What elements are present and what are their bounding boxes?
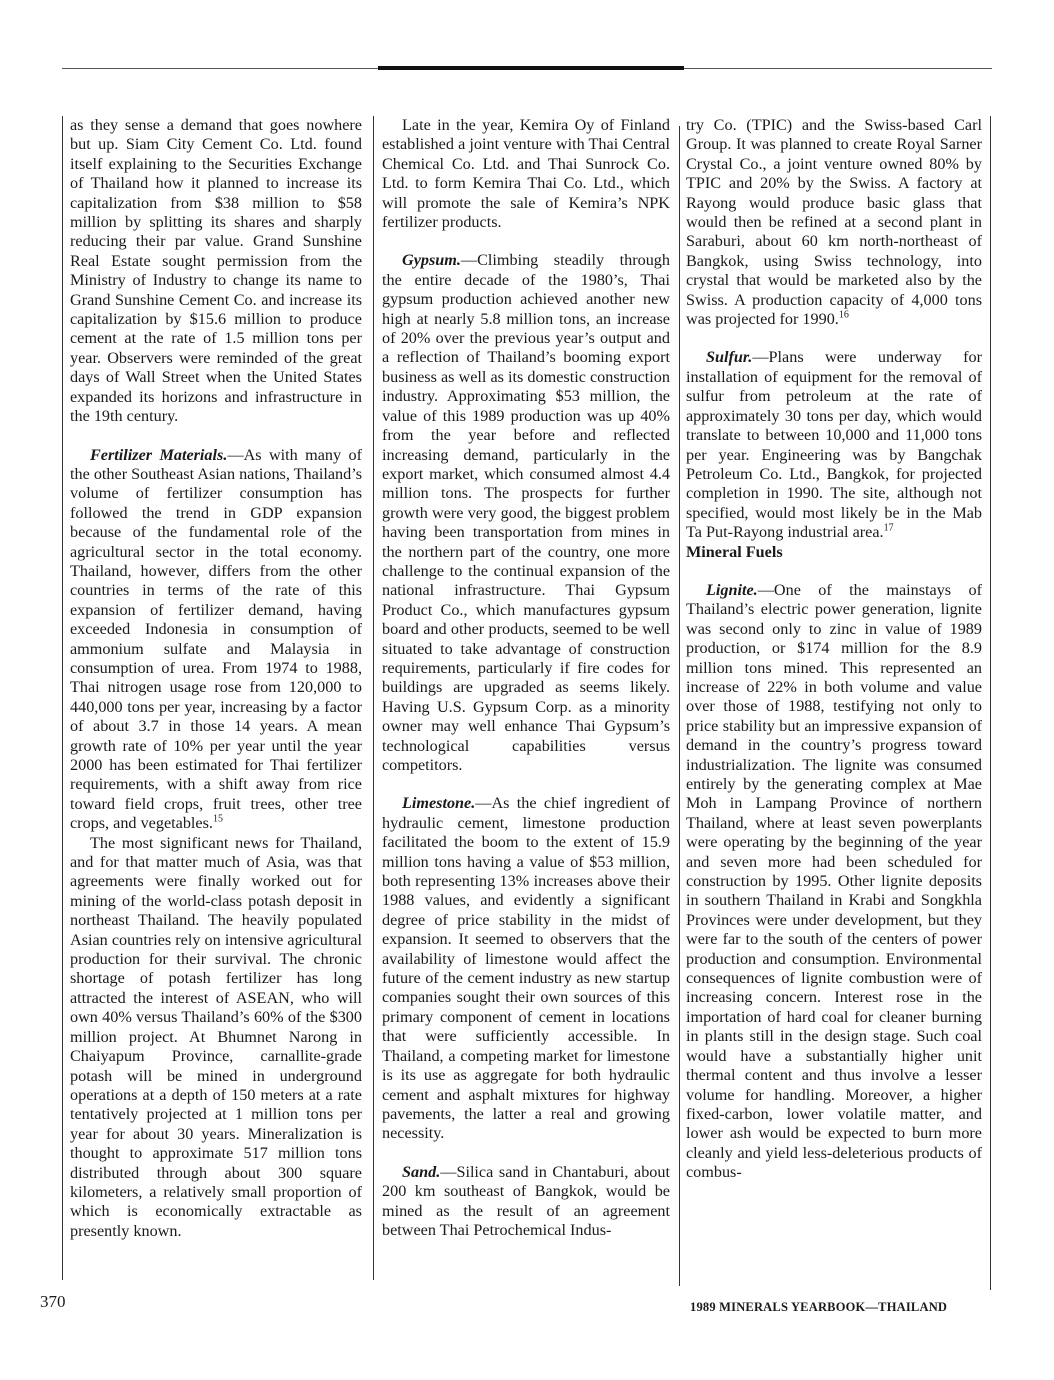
paragraph: Fertilizer Materials.—As with many of the other Southeast Asian nations, Thailand’s volume of fertilizer consumption has followed the trend in GDP expansion because of the fundamental role of the agricultural sector in the total economy. Thailand, however, differs from the other countries in terms of the rate of this expansion of fertilizer demand, having exceeded Indonesia in consumption of ammonium sulfate and Malaysia in consumption of urea. From 1974 to 1988, Thai nitrogen usage rose from 120,000 to 440,000 tons per year, increasing by a factor of about 3.7 in those 14 years. A mean growth rate of 10% per year until the year 2000 has been estimated for Thai fertilizer requirements, with a shift away from rice toward field crops, fruit trees, other tree crops, and vegetables.$^{15}$ (70, 445, 362, 833)
paragraph: Sand.—Silica sand in Chantaburi, about 200 km southeast of Bangkok, would be mined as the result of an agreement between Thai Petrochemical Indus- (382, 1162, 670, 1239)
paragraph: Late in the year, Kemira Oy of Finland established a joint venture with Thai Central Chemical Co. Ltd. and Thai Sunrock Co. Ltd. to form Kemira Thai Co. Ltd., which will promote the sale of Kemira’s NPK fertilizer products. (382, 116, 670, 232)
paragraph: Sulfur.—Plans were underway for installation of equipment for the removal of sulfur from petroleum at the rate of approximately 30 tons per day, which would translate to between 10,000 and 11,000 tons per year. Engineering was by Bangchak Petroleum Co. Ltd., Bangkok, for projected completion in 1990. The site, although not specified, would most likely be in the Mab Ta Put-Rayong industrial area.$^{17}$ (686, 348, 982, 542)
column-divider-right (990, 116, 991, 1290)
page-number: 370 (40, 1292, 66, 1311)
subheading-sand: Sand. (402, 1162, 441, 1181)
column-divider-1 (373, 116, 374, 1280)
footnote-ref: 16 (838, 309, 849, 321)
subheading-lignite: Lignite. (706, 580, 758, 599)
paragraph: Lignite.—One of the mainstays of Thailand’s electric power generation, lignite was second only to zinc in value of 1989 production, or $174 million for the 8.9 million tons mined. This represented an increase of 22% in both volume and value over those of 1988, testifying not only to price stability but an impressive expansion of demand in the country’s progress toward industrialization. The lignite was consumed entirely by the generating complex at Mae Moh in Lampang Province of northern Thailand, where at least seven powerplants were operating by the beginning of the year and seven more had been scheduled for construction by 1995. Other lignite deposits in southern Thailand in Krabi and Songkhla Provinces were under development, but they were far to the south of the centers of power production and consumption. Environmental consequences of lignite combustion were of increasing concern. Interest rose in the importation of hard coal for cleaner burning in plants still in the design stage. Such coal would have a substantially higher unit thermal content and thus involve a lesser volume for handling. Moreover, a higher fixed-carbon, lower volatile matter, and lower ash would be expected to burn more cleanly and yield less-deleterious products of combus- (686, 580, 982, 1182)
subheading-gypsum: Gypsum. (402, 251, 461, 270)
column-3 (686, 116, 982, 1183)
subheading-sulfur: Sulfur. (706, 348, 753, 367)
paragraph: The most significant news for Thailand, and for that matter much of Asia, was that agreements were finally worked out for mining of the world-class potash deposit in northeast Thailand. The heavily populated Asian countries rely on intensive agricultural production for their survival. The chronic shortage of potash fertilizer has long attracted the interest of ASEAN, who will own 40% versus Thailand’s 60% of the $300 million project. At Bhumnet Narong in Chaiyapum Province, carnallite-grade potash will be mined in underground operations at a depth of 150 meters at a rate tentatively projected at 1 million tons per year for about 30 years. Mineralization is thought to approximate 517 million tons distributed through about 300 square kilometers, a relatively small proportion of which is economically extractable as presently known. (70, 833, 362, 1240)
running-footer-title: 1989 MINERALS YEARBOOK—THAILAND (690, 1300, 948, 1314)
footnote-ref: 17 (883, 522, 894, 534)
subheading-limestone: Limestone. (402, 794, 476, 813)
section-heading-mineral-fuels: Mineral Fuels (686, 542, 783, 561)
paragraph: as they sense a demand that goes nowhere but up. Siam City Cement Co. Ltd. found itself explaining to the Securities Exchange of Thailand how it planned to increase its capitalization from $38 million to $58 million by splitting its shares and sharply reducing their par value. Grand Sunshine Real Estate sought permission from the Ministry of Industry to change its name to Grand Sunshine Cement Co. and increase its capitalization by $15.6 million to produce cement at the rate of 1.5 million tons per year. Observers were reminded of the great days of Wall Street when the United States expanded its horizons and infrastructure in the 19th century. (70, 116, 362, 426)
subheading-fertilizer: Fertilizer Materials. (90, 445, 228, 464)
footnote-ref: 15 (212, 813, 223, 825)
column-divider-2 (679, 126, 680, 1286)
top-rule-accent (378, 66, 684, 70)
paragraph: Gypsum.—Climbing steadily through the entire decade of the 1980’s, Thai gypsum production achieved another new high at nearly 5.8 million tons, an increase of 20% over the previous year’s output and a reflection of Thailand’s booming export business as well as its domestic construction industry. Approximating $53 million, the value of this 1989 production was up 40% from the year before and reflected increasing demand, particularly in the export market, which consumed almost 4.4 million tons. The prospects for further growth were very good, the biggest problem having been transportation from mines in the northern part of the country, one more challenge to the continual expansion of the national infrastructure. Thai Gypsum Product Co., which manufactures gypsum board and other products, seemed to be well situated to take advantage of construction requirements, particularly if fire codes for buildings are upgraded as seems likely. Having U.S. Gypsum Corp. as a minority owner may well enhance Thai Gypsum’s technological capabilities versus competitors. (382, 251, 670, 774)
paragraph: try Co. (TPIC) and the Swiss-based Carl Group. It was planned to create Royal Sarner Crystal Co., a joint venture owned 80% by TPIC and 20% by the Swiss. A factory at Rayong would produce basic glass that would then be refined at a second plant in Saraburi, about 60 km north-northeast of Bangkok, using Swiss technology, into crystal that would be marketed also by the Swiss. A production capacity of 4,000 tons was projected for 1990.16 (686, 116, 982, 329)
column-divider-left-margin (62, 116, 63, 1280)
paragraph: Limestone.—As the chief ingredient of hydraulic cement, limestone production facilitated the boom to the extent of 15.9 million tons having a value of $53 million, both representing 13% increases above their 1988 values, and evidently a significant degree of price stability in the midst of expansion. It seemed to observers that the availability of limestone would affect the future of the cement industry as new startup companies sought their own sources of this primary component of cement in locations that were sufficiently accessible. In Thailand, a competing market for limestone is its use as aggregate for both hydraulic cement and asphalt mixtures for highway pavements, the latter a real and growing necessity. (382, 794, 670, 1143)
column-1 (70, 116, 362, 1241)
column-2 (382, 116, 670, 1240)
